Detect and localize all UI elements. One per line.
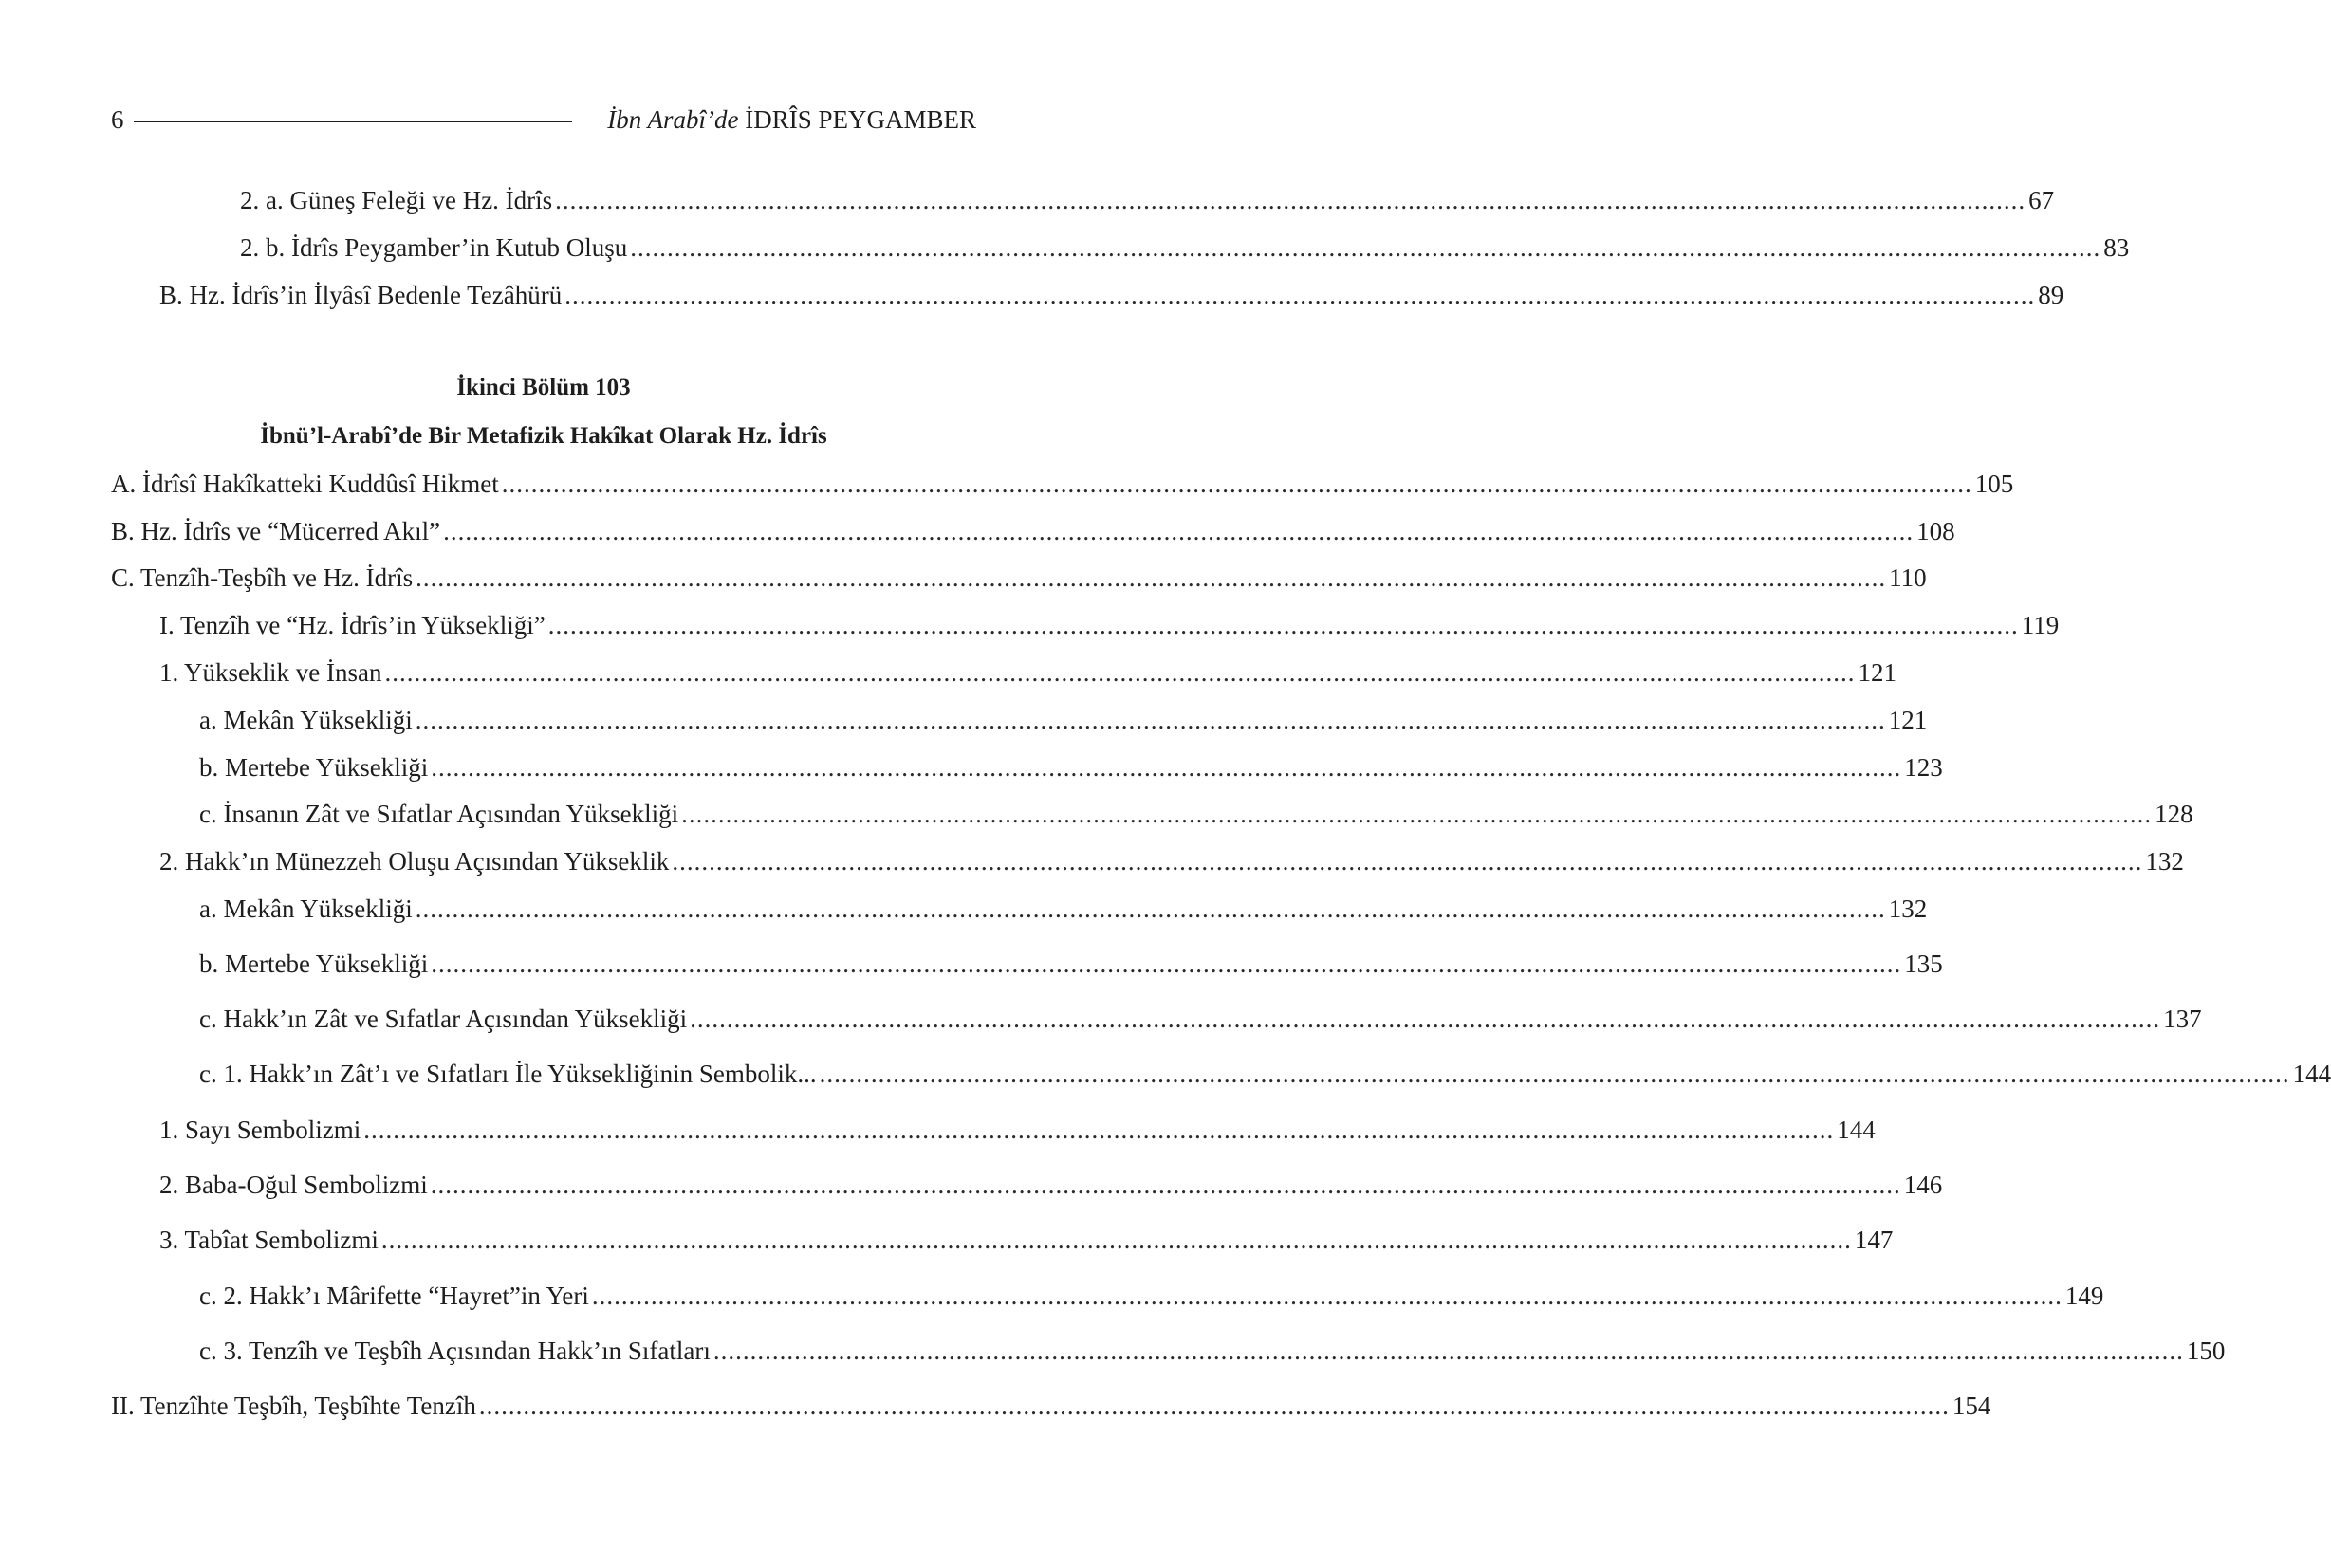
toc-leader-dots: ........................................................................................................................................................................................................ xyxy=(384,658,1856,687)
toc-entry xyxy=(159,847,2184,879)
toc-entry xyxy=(199,895,1928,927)
toc-entry-label: c. 2. Hakk’ı Mârifette “Hayret”in Yeri xyxy=(199,1282,589,1310)
header-rule xyxy=(134,121,572,122)
toc-leader-dots: ........................................................................................................................................................................................................ xyxy=(555,186,2026,214)
toc-entry-label: b. Mertebe Yüksekliği xyxy=(199,753,429,782)
toc-leader-dots: ........................................................................................................................................................................................................ xyxy=(430,1171,1901,1199)
toc-leader-dots: ........................................................................................................................................................................................................ xyxy=(819,1060,2290,1088)
toc-entry-page: 105 xyxy=(1974,470,2014,498)
toc-entry-page: 110 xyxy=(1889,563,1927,592)
toc-entry-label: a. Mekân Yüksekliği xyxy=(199,706,413,734)
toc-leader-dots: ........................................................................................................................................................................................................ xyxy=(478,1392,1950,1420)
toc-entry xyxy=(240,233,2130,266)
toc-entry-page: 132 xyxy=(2145,847,2184,876)
toc-leader-dots: ........................................................................................................................................................................................................ xyxy=(415,895,1886,923)
toc-entry xyxy=(111,470,2014,502)
toc-entry xyxy=(199,1060,2331,1092)
toc-entry-page: 137 xyxy=(2163,1005,2202,1033)
toc-entry-page: 147 xyxy=(1854,1226,1894,1254)
running-title-caps: İDRÎS PEYGAMBER xyxy=(745,104,976,134)
toc-leader-dots: ........................................................................................................................................................................................................ xyxy=(564,281,2036,309)
toc-entry-page: 150 xyxy=(2186,1337,2226,1365)
part-title: İbnü’l-Arabî’de Bir Metafizik Hakîkat Olarak Hz. İdrîs xyxy=(260,423,827,449)
toc-entry-label: B. Hz. İdrîs ve “Mücerred Akıl” xyxy=(111,517,441,545)
toc-entry-label: A. İdrîsî Hakîkatteki Kuddûsî Hikmet xyxy=(111,470,499,498)
toc-entry-page: 108 xyxy=(1916,517,1955,545)
page-number: 6 xyxy=(111,104,124,134)
toc-entry-label: c. 3. Tenzîh ve Teşbîh Açısından Hakk’ın Sıfatları xyxy=(199,1337,711,1365)
toc-entry xyxy=(199,800,2193,832)
toc-leader-dots: ........................................................................................................................................................................................................ xyxy=(415,706,1886,734)
toc-entry-page: 67 xyxy=(2028,186,2055,214)
toc-leader-dots: ........................................................................................................................................................................................................ xyxy=(547,611,2019,639)
toc-entry xyxy=(199,1337,2226,1369)
toc-entry-page: 144 xyxy=(2292,1060,2331,1088)
toc-leader-dots: ........................................................................................................................................................................................................ xyxy=(690,1005,2161,1033)
toc-entry-label: C. Tenzîh-Teşbîh ve Hz. İdrîs xyxy=(111,563,414,592)
toc-leader-dots: ........................................................................................................................................................................................................ xyxy=(380,1226,1852,1254)
toc-entry xyxy=(159,611,2060,643)
toc-leader-dots: ........................................................................................................................................................................................................ xyxy=(363,1116,1835,1144)
toc-entry xyxy=(111,563,1927,596)
toc-entry xyxy=(199,706,1928,738)
toc-entry xyxy=(159,1226,1894,1258)
toc-leader-dots: ........................................................................................................................................................................................................ xyxy=(630,233,2101,262)
toc-entry-label: 1. Sayı Sembolizmi xyxy=(159,1116,361,1144)
toc-entry-label: 1. Yükseklik ve İnsan xyxy=(159,658,382,687)
toc-entry-page: 128 xyxy=(2155,800,2193,828)
toc-leader-dots: ........................................................................................................................................................................................................ xyxy=(416,563,1887,592)
toc-entry xyxy=(111,1392,1991,1424)
toc-leader-dots: ........................................................................................................................................................................................................ xyxy=(712,1337,2184,1365)
toc-entry xyxy=(159,658,1896,691)
toc-entry xyxy=(199,753,1943,785)
toc-entry xyxy=(159,281,2064,313)
running-header xyxy=(111,102,976,137)
toc-leader-dots: ........................................................................................................................................................................................................ xyxy=(681,800,2153,828)
toc-entry-page: 89 xyxy=(2038,281,2064,309)
toc-entry-label: I. Tenzîh ve “Hz. İdrîs’in Yüksekliği” xyxy=(159,611,546,639)
toc-entry-label: 2. b. İdrîs Peygamber’in Kutub Oluşu xyxy=(240,233,628,262)
toc-leader-dots: ........................................................................................................................................................................................................ xyxy=(501,470,1972,498)
toc-leader-dots: ........................................................................................................................................................................................................ xyxy=(672,847,2143,876)
toc-entry-page: 149 xyxy=(2064,1282,2104,1310)
toc-entry-label: II. Tenzîhte Teşbîh, Teşbîhte Tenzîh xyxy=(111,1392,476,1420)
toc-entry-label: 2. Hakk’ın Münezzeh Oluşu Açısından Yükseklik xyxy=(159,847,670,876)
toc-entry-page: 121 xyxy=(1858,658,1896,687)
toc-leader-dots: ........................................................................................................................................................................................................ xyxy=(431,753,1902,782)
toc-entry-label: B. Hz. İdrîs’in İlyâsî Bedenle Tezâhürü xyxy=(159,281,563,309)
toc-leader-dots: ........................................................................................................................................................................................................ xyxy=(443,517,1915,545)
toc-entry-page: 146 xyxy=(1903,1171,1943,1199)
toc-entry-label: 3. Tabîat Sembolizmi xyxy=(159,1226,379,1254)
toc-entry xyxy=(159,1116,1876,1148)
toc-leader-dots: ........................................................................................................................................................................................................ xyxy=(591,1282,2063,1310)
toc-entry-page: 119 xyxy=(2021,611,2060,639)
toc-entry-label: b. Mertebe Yüksekliği xyxy=(199,950,429,978)
toc-entry xyxy=(159,1171,1943,1203)
toc-entry-page: 135 xyxy=(1904,950,1943,978)
toc-entry-page: 132 xyxy=(1888,895,1928,923)
toc-entry xyxy=(199,1005,2202,1037)
toc-entry-page: 123 xyxy=(1904,753,1943,782)
toc-entry-page: 121 xyxy=(1888,706,1928,734)
running-title xyxy=(580,105,977,135)
toc-entry-label: 2. Baba-Oğul Sembolizmi xyxy=(159,1171,428,1199)
toc-entry xyxy=(199,950,1943,982)
toc-entry xyxy=(240,186,2055,218)
toc-entry-label: a. Mekân Yüksekliği xyxy=(199,895,413,923)
toc-leader-dots: ........................................................................................................................................................................................................ xyxy=(431,950,1902,978)
toc-entry-label: c. İnsanın Zât ve Sıfatlar Açısından Yüksekliği xyxy=(199,800,679,828)
part-heading: İkinci Bölüm 103 xyxy=(456,375,631,400)
toc-entry-label: 2. a. Güneş Feleği ve Hz. İdrîs xyxy=(240,186,553,214)
toc-entry-page: 144 xyxy=(1837,1116,1876,1144)
running-title-italic: İbn Arabî’de xyxy=(607,104,739,134)
toc-entry xyxy=(199,1282,2104,1314)
toc-entry-label: c. 1. Hakk’ın Zât’ı ve Sıfatları İle Yüksekliğinin Sembolik... xyxy=(199,1060,817,1088)
toc-entry-label: c. Hakk’ın Zât ve Sıfatlar Açısından Yüksekliği xyxy=(199,1005,688,1033)
toc-entry-page: 83 xyxy=(2103,233,2130,262)
toc-entry-page: 154 xyxy=(1952,1392,1991,1420)
toc-entry xyxy=(111,517,1955,549)
